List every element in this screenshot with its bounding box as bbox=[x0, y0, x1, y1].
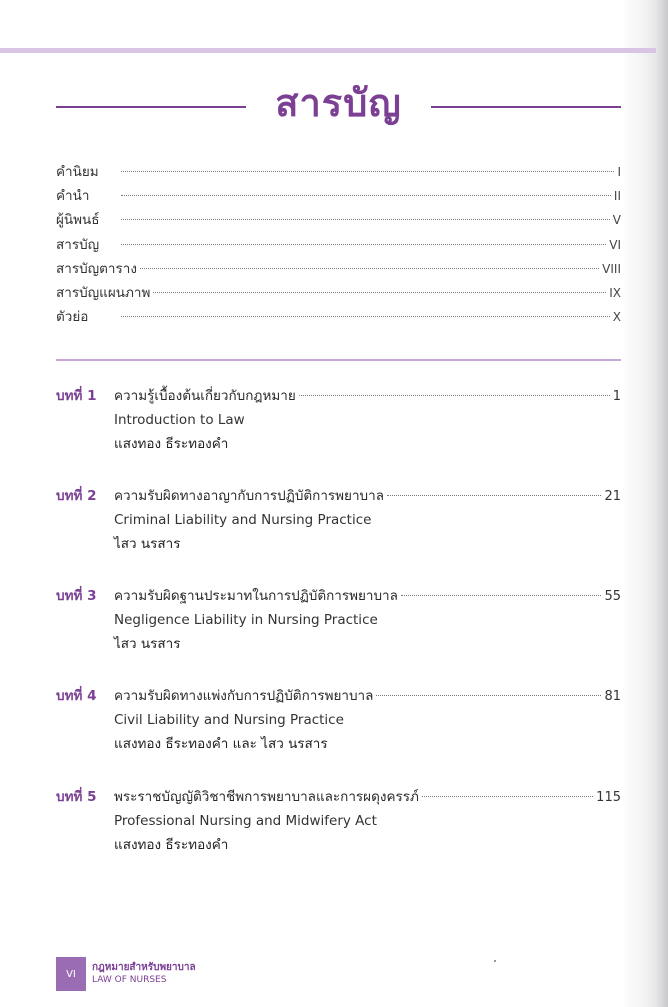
title-rule-left bbox=[56, 106, 246, 108]
chapter-entry[interactable] bbox=[56, 584, 621, 656]
chapter-entry[interactable] bbox=[56, 684, 621, 756]
chapter-page: 1 bbox=[612, 389, 621, 404]
front-matter-label: ผู้นิพนธ์ bbox=[56, 212, 100, 229]
dot-leader bbox=[140, 268, 599, 269]
front-matter-page: I bbox=[617, 165, 621, 179]
dot-leader bbox=[121, 316, 610, 317]
section-divider bbox=[56, 359, 621, 361]
chapter-heading-row bbox=[56, 384, 621, 408]
chapter-author: แสงทอง ธีระทองคำ bbox=[114, 436, 229, 452]
paper-speck bbox=[494, 960, 496, 962]
front-matter-label: สารบัญแผนภาพ bbox=[56, 284, 151, 301]
chapter-page: 115 bbox=[596, 790, 621, 805]
dot-leader bbox=[299, 395, 610, 396]
top-decorative-rule bbox=[0, 48, 668, 53]
chapter-title: ความรับผิดทางอาญากับการปฏิบัติการพยาบาล bbox=[114, 488, 384, 504]
chapter-page: 81 bbox=[604, 689, 621, 704]
front-matter-row[interactable] bbox=[56, 233, 621, 257]
chapter-english-title: Introduction to Law bbox=[114, 412, 245, 428]
front-matter-row[interactable] bbox=[56, 305, 621, 329]
dot-leader bbox=[121, 219, 610, 220]
front-matter-label: สารบัญตาราง bbox=[56, 260, 137, 277]
front-matter-page: VIII bbox=[602, 261, 621, 276]
dot-leader bbox=[387, 495, 601, 496]
chapter-page: 55 bbox=[604, 589, 621, 604]
chapter-english-title: Negligence Liability in Nursing Practice bbox=[114, 612, 378, 628]
chapter-entry[interactable] bbox=[56, 384, 621, 456]
dot-leader bbox=[121, 244, 606, 245]
chapter-title: ความรู้เบื้องต้นเกี่ยวกับกฎหมาย bbox=[114, 388, 296, 404]
chapter-author: แสงทอง ธีระทองคำ และ ไสว นรสาร bbox=[114, 736, 328, 752]
dot-leader bbox=[422, 796, 593, 797]
front-matter-page: IX bbox=[609, 285, 621, 300]
chapter-label: บทที่ 4 bbox=[56, 688, 97, 704]
front-matter-row[interactable] bbox=[56, 208, 621, 232]
dot-leader bbox=[401, 595, 602, 596]
dot-leader bbox=[376, 695, 601, 696]
chapter-entry[interactable] bbox=[56, 484, 621, 556]
chapter-label: บทที่ 1 bbox=[56, 388, 97, 404]
chapter-label: บทที่ 2 bbox=[56, 488, 97, 504]
page-title: สารบัญ bbox=[275, 81, 402, 125]
chapter-page: 21 bbox=[604, 489, 621, 504]
front-matter-page: VI bbox=[609, 237, 621, 252]
chapter-label: บทที่ 3 bbox=[56, 588, 97, 604]
chapter-title: พระราชบัญญัติวิชาชีพการพยาบาลและการผดุงครรภ์ bbox=[114, 789, 419, 805]
front-matter-label: คำนิยม bbox=[56, 164, 99, 180]
front-matter-label: คำนำ bbox=[56, 188, 90, 205]
chapter-english-title: Civil Liability and Nursing Practice bbox=[114, 712, 344, 728]
front-matter-page: V bbox=[612, 213, 621, 228]
footer-page-number: VI bbox=[56, 957, 86, 991]
front-matter-row[interactable] bbox=[56, 184, 621, 208]
dot-leader bbox=[121, 195, 611, 196]
front-matter-row[interactable] bbox=[56, 281, 621, 305]
chapter-label: บทที่ 5 bbox=[56, 789, 97, 805]
front-matter-label: ตัวย่อ bbox=[56, 309, 89, 326]
book-spine-shadow bbox=[656, 0, 668, 1007]
chapter-english-title: Professional Nursing and Midwifery Act bbox=[114, 813, 377, 829]
front-matter-row[interactable] bbox=[56, 160, 621, 184]
front-matter-page: II bbox=[613, 189, 621, 204]
title-block bbox=[56, 78, 621, 128]
front-matter-row[interactable] bbox=[56, 257, 621, 281]
chapter-author: ไสว นรสาร bbox=[114, 636, 181, 652]
chapter-english-title: Criminal Liability and Nursing Practice bbox=[114, 512, 372, 528]
chapter-author: แสงทอง ธีระทองคำ bbox=[114, 837, 229, 853]
chapter-heading-row bbox=[56, 785, 621, 809]
chapter-heading-row bbox=[56, 684, 621, 708]
chapter-heading-row bbox=[56, 584, 621, 608]
dot-leader bbox=[153, 292, 606, 293]
chapter-entry[interactable] bbox=[56, 785, 621, 857]
footer-title-thai: กฎหมายสำหรับพยาบาล bbox=[92, 962, 196, 973]
chapter-author: ไสว นรสาร bbox=[114, 536, 181, 552]
dot-leader bbox=[121, 171, 614, 172]
chapter-title: ความรับผิดทางแพ่งกับการปฏิบัติการพยาบาล bbox=[114, 688, 374, 704]
page-footer bbox=[56, 956, 196, 992]
footer-book-title bbox=[92, 962, 196, 986]
chapter-title: ความรับผิดฐานประมาทในการปฏิบัติการพยาบาล bbox=[114, 588, 398, 604]
front-matter-page: X bbox=[612, 310, 621, 325]
footer-title-english: LAW OF NURSES bbox=[92, 975, 167, 985]
front-matter-label: สารบัญ bbox=[56, 236, 100, 253]
front-matter-list bbox=[56, 160, 621, 329]
chapter-heading-row bbox=[56, 484, 621, 508]
title-rule-right bbox=[431, 106, 621, 108]
